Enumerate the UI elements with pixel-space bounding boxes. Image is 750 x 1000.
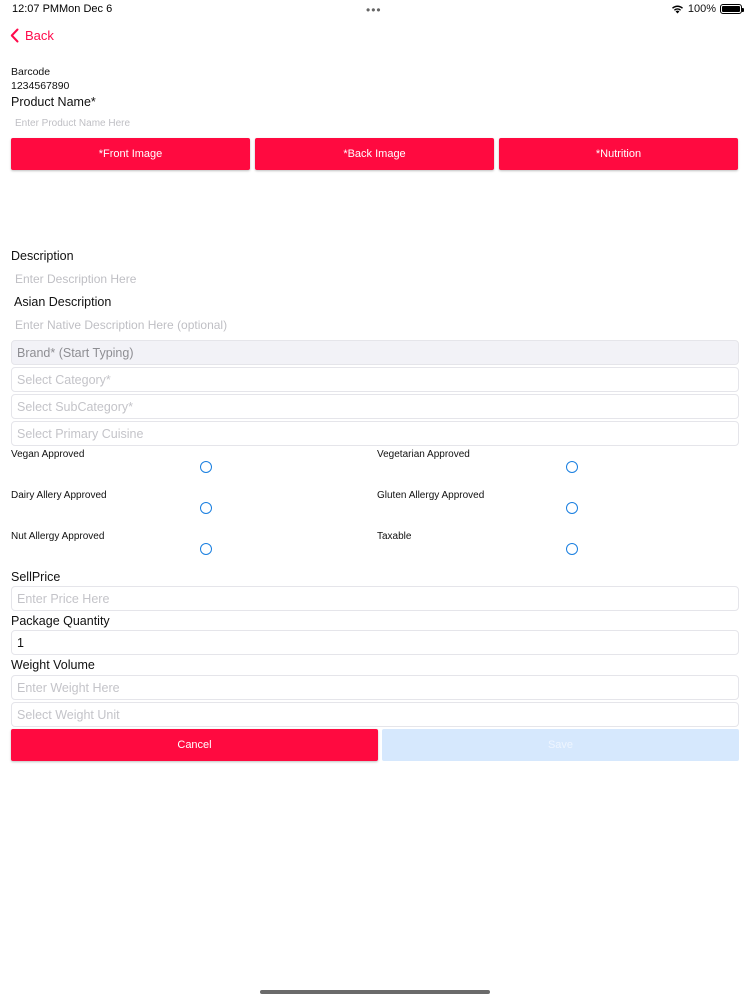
- weight-volume-label: Weight Volume: [11, 658, 95, 672]
- cuisine-select[interactable]: Select Primary Cuisine: [11, 421, 739, 446]
- back-label: Back: [25, 28, 54, 43]
- back-image-button[interactable]: *Back Image: [255, 138, 494, 170]
- save-button[interactable]: Save: [382, 729, 739, 761]
- battery-percent: 100%: [687, 3, 716, 15]
- home-indicator: [260, 990, 490, 994]
- taxable-radio[interactable]: [566, 543, 578, 555]
- weight-input[interactable]: Enter Weight Here: [11, 675, 739, 700]
- vegan-radio[interactable]: [200, 461, 212, 473]
- barcode-value: 1234567890: [11, 80, 70, 92]
- description-input[interactable]: Enter Description Here: [15, 272, 137, 286]
- cancel-button[interactable]: Cancel: [11, 729, 378, 761]
- multitasking-dots-icon[interactable]: •••: [366, 3, 382, 17]
- vegetarian-label: Vegetarian Approved: [377, 449, 470, 460]
- category-select[interactable]: Select Category*: [11, 367, 739, 392]
- subcategory-select[interactable]: Select SubCategory*: [11, 394, 739, 419]
- vegetarian-radio[interactable]: [566, 461, 578, 473]
- sell-price-label: SellPrice: [11, 570, 61, 584]
- taxable-label: Taxable: [377, 531, 412, 542]
- status-right: [671, 3, 742, 15]
- dairy-radio[interactable]: [200, 502, 212, 514]
- package-quantity-label: Package Quantity: [11, 614, 110, 628]
- weight-unit-select[interactable]: Select Weight Unit: [11, 702, 739, 727]
- barcode-label: Barcode: [11, 66, 51, 78]
- package-quantity-input[interactable]: 1: [11, 630, 739, 655]
- nutrition-button[interactable]: *Nutrition: [499, 138, 738, 170]
- vegan-label: Vegan Approved: [11, 449, 85, 460]
- asian-description-input[interactable]: Enter Native Description Here (optional): [15, 318, 228, 332]
- chevron-left-icon: [10, 28, 19, 43]
- front-image-button[interactable]: *Front Image: [11, 138, 250, 170]
- product-name-label: Product Name*: [11, 95, 96, 109]
- status-time: 12:07 PM: [12, 3, 60, 15]
- gluten-radio[interactable]: [566, 502, 578, 514]
- wifi-icon: [671, 4, 684, 14]
- asian-description-label: Asian Description: [14, 295, 112, 309]
- status-date: Mon Dec 6: [59, 3, 113, 15]
- brand-input[interactable]: Brand* (Start Typing): [11, 340, 739, 365]
- gluten-label: Gluten Allergy Approved: [377, 490, 485, 501]
- nut-radio[interactable]: [200, 543, 212, 555]
- product-name-input[interactable]: Enter Product Name Here: [15, 118, 131, 129]
- dairy-label: Dairy Allery Approved: [11, 490, 107, 501]
- nut-label: Nut Allergy Approved: [11, 531, 105, 542]
- back-button[interactable]: [10, 28, 54, 43]
- sell-price-input[interactable]: Enter Price Here: [11, 586, 739, 611]
- battery-icon: [720, 4, 742, 14]
- description-label: Description: [11, 249, 74, 263]
